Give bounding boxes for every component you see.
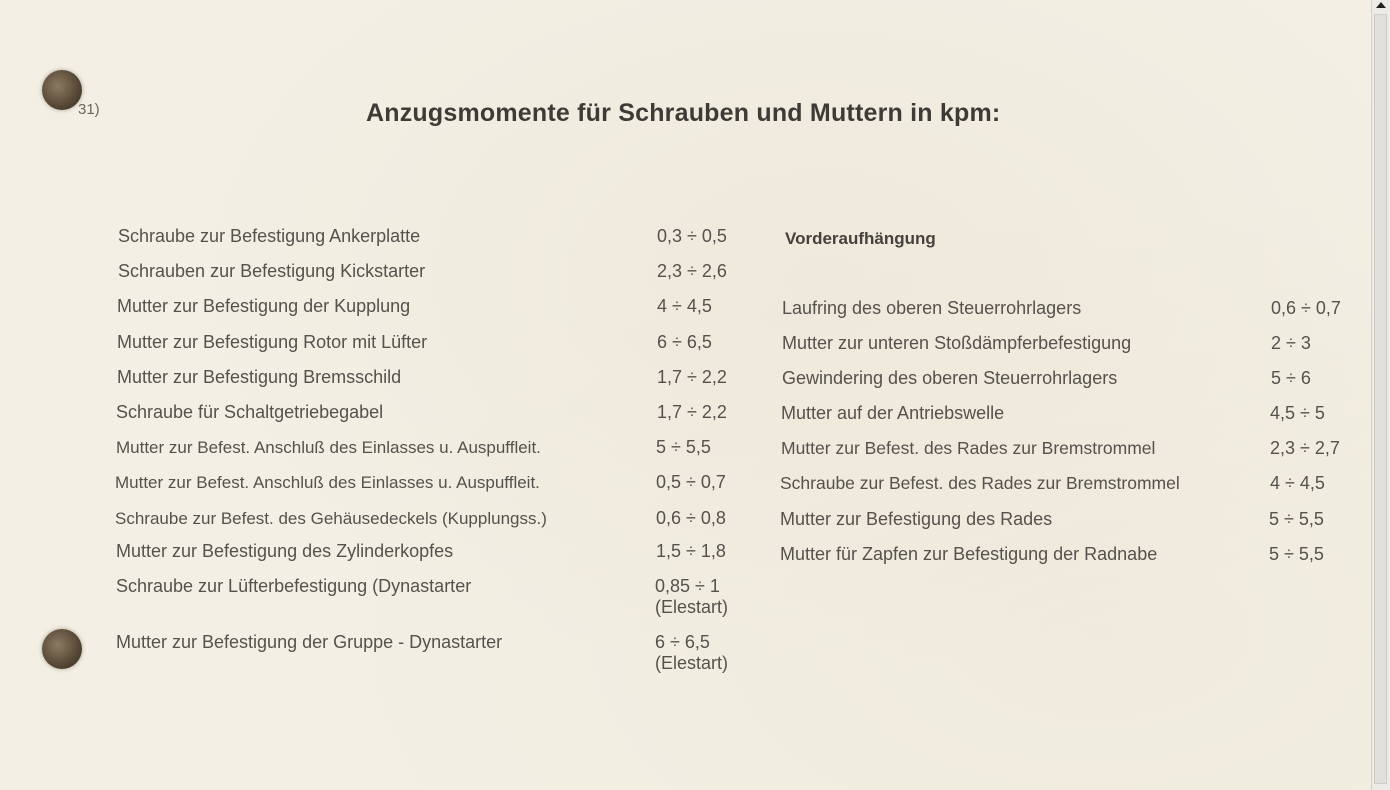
row-label: Schrauben zur Befestigung Kickstarter — [118, 261, 426, 281]
row-value — [655, 632, 728, 674]
row-value: 0,3 ÷ 0,5 — [657, 226, 727, 246]
row-label: Laufring des oberen Steuerrohrlagers — [782, 298, 1082, 318]
row-label: Schraube zur Befest. des Rades zur Bremstrommel — [780, 473, 1180, 493]
row-label: Mutter zur Befest. Anschluß des Einlasses u. Auspuffleit. — [115, 473, 540, 492]
value-note: (Elestart) — [655, 597, 729, 617]
row-value: 2 ÷ 3 — [1271, 333, 1311, 353]
row-value: 5 ÷ 5,5 — [656, 437, 711, 457]
section-heading: Vorderaufhängung — [785, 229, 936, 248]
row-label: Schraube zur Befest. des Gehäusedeckels (Kupplungss.) — [115, 509, 547, 528]
row-value: 1,7 ÷ 2,2 — [657, 367, 727, 387]
row-value: 4 ÷ 4,5 — [1270, 473, 1325, 493]
row-value — [655, 576, 728, 618]
page-title: Anzugsmomente für Schrauben und Muttern in kpm: — [366, 99, 1001, 127]
row-label: Mutter auf der Antriebswelle — [781, 403, 1005, 423]
row-value: 1,7 ÷ 2,2 — [657, 402, 727, 422]
row-value: 2,3 ÷ 2,6 — [657, 261, 727, 281]
row-label: Mutter zur Befestigung des Zylinderkopfes — [116, 541, 454, 561]
row-value: 5 ÷ 5,5 — [1269, 509, 1324, 529]
value-range: 0,85 ÷ 1 — [655, 576, 720, 596]
vertical-scrollbar[interactable] — [1371, 0, 1390, 790]
row-label: Mutter zur Befestigung der Gruppe - Dynastarter — [116, 632, 503, 652]
row-value: 1,5 ÷ 1,8 — [656, 541, 726, 561]
row-value: 4,5 ÷ 5 — [1270, 403, 1325, 423]
row-value: 5 ÷ 5,5 — [1269, 544, 1324, 564]
page-number: 31) — [78, 101, 100, 118]
row-value: 6 ÷ 6,5 — [657, 332, 712, 352]
scroll-thumb[interactable] — [1374, 14, 1387, 784]
row-value: 4 ÷ 4,5 — [657, 296, 712, 316]
value-range: 6 ÷ 6,5 — [655, 632, 710, 652]
row-label: Gewindering des oberen Steuerrohrlagers — [782, 368, 1118, 388]
scroll-up-icon[interactable] — [1376, 2, 1386, 8]
row-label: Schraube zur Befestigung Ankerplatte — [118, 226, 421, 246]
row-label: Mutter für Zapfen zur Befestigung der Radnabe — [780, 544, 1158, 564]
row-value: 2,3 ÷ 2,7 — [1270, 438, 1340, 458]
row-label: Mutter zur Befestigung Rotor mit Lüfter — [117, 332, 428, 352]
row-value: 0,5 ÷ 0,7 — [656, 472, 726, 492]
row-value: 5 ÷ 6 — [1271, 368, 1311, 388]
row-label: Mutter zur Befest. des Rades zur Bremstrommel — [781, 438, 1156, 458]
row-label: Schraube für Schaltgetriebegabel — [116, 402, 384, 422]
punch-hole-top — [42, 70, 82, 110]
row-label: Mutter zur unteren Stoßdämpferbefestigung — [782, 333, 1132, 353]
row-value: 0,6 ÷ 0,7 — [1271, 298, 1341, 318]
row-value: 0,6 ÷ 0,8 — [656, 508, 726, 528]
value-note: (Elestart) — [655, 653, 729, 673]
row-label: Schraube zur Lüfterbefestigung (Dynastarter — [116, 576, 472, 596]
punch-hole-bottom — [42, 629, 82, 669]
row-label: Mutter zur Befestigung der Kupplung — [117, 296, 411, 316]
row-label: Mutter zur Befestigung Bremsschild — [117, 367, 402, 387]
row-label: Mutter zur Befestigung des Rades — [780, 509, 1053, 529]
row-label: Mutter zur Befest. Anschluß des Einlasses u. Auspuffleit. — [116, 438, 541, 457]
